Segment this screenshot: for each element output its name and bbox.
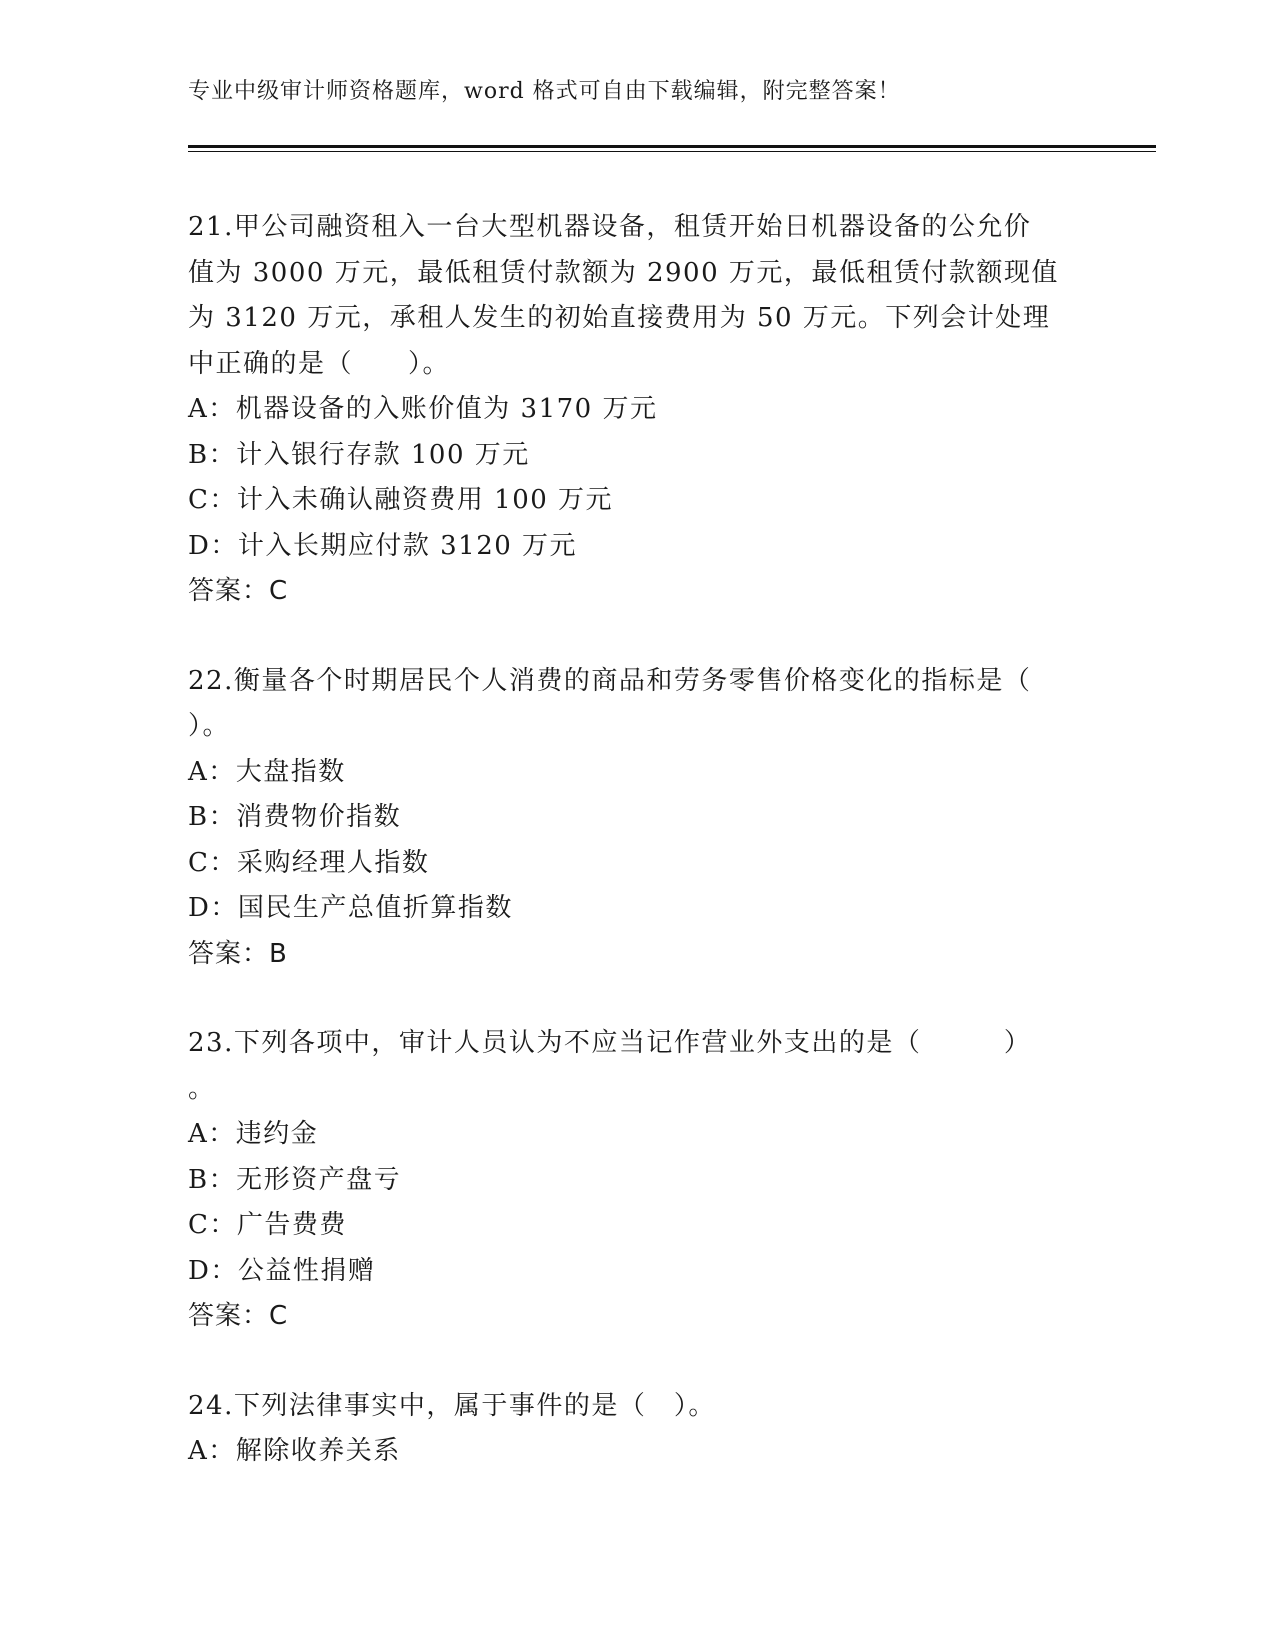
answer-line: 答案：B: [188, 938, 288, 969]
option-c: C：采购经理人指数: [188, 847, 430, 878]
option-a: A：大盘指数: [188, 756, 346, 787]
question-stem-line: 21.甲公司融资租入一台大型机器设备，租赁开始日机器设备的公允价: [188, 212, 1032, 242]
header-divider: [188, 145, 1156, 152]
page-header: 专业中级审计师资格题库，word 格式可自由下载编辑，附完整答案！: [188, 79, 901, 104]
question-24: [188, 1384, 1088, 1475]
option-d: D：计入长期应付款 3120 万元: [188, 530, 578, 561]
question-stem-line: ）。: [188, 711, 231, 741]
option-c: C：计入未确认融资费用 100 万元: [188, 485, 614, 515]
question-stem-line: 24.下列法律事实中，属于事件的是（ ）。: [188, 1390, 716, 1421]
question-21: [188, 205, 1088, 615]
option-a: A：违约金: [188, 1119, 319, 1149]
option-b: B：无形资产盘亏: [188, 1164, 402, 1195]
question-stem-line: 值为 3000 万元，最低租赁付款额为 2900 万元，最低租赁付款额现值: [188, 257, 1059, 288]
question-stem-line: 22.衡量各个时期居民个人消费的商品和劳务零售价格变化的指标是（: [188, 665, 1032, 696]
option-b: B：消费物价指数: [188, 802, 402, 832]
question-stem-line: 中正确的是（ ）。: [188, 348, 451, 379]
option-c: C：广告费费: [188, 1210, 347, 1240]
question-list: [188, 205, 1088, 1519]
option-d: D：公益性捐赠: [188, 1255, 376, 1286]
option-d: D：国民生产总值折算指数: [188, 893, 513, 923]
question-23: [188, 1021, 1088, 1340]
question-stem-line: 为 3120 万元，承租人发生的初始直接费用为 50 万元。下列会计处理: [188, 303, 1051, 333]
question-stem-line: 23.下列各项中，审计人员认为不应当记作营业外支出的是（ ）: [188, 1028, 1032, 1058]
option-b: B：计入银行存款 100 万元: [188, 439, 530, 470]
question-22: [188, 659, 1088, 978]
answer-line: 答案：C: [188, 1301, 289, 1331]
option-a: A：机器设备的入账价值为 3170 万元: [188, 394, 658, 424]
answer-line: 答案：C: [188, 576, 289, 606]
question-stem-line: 。: [188, 1073, 216, 1104]
option-a: A：解除收养关系: [188, 1436, 401, 1466]
